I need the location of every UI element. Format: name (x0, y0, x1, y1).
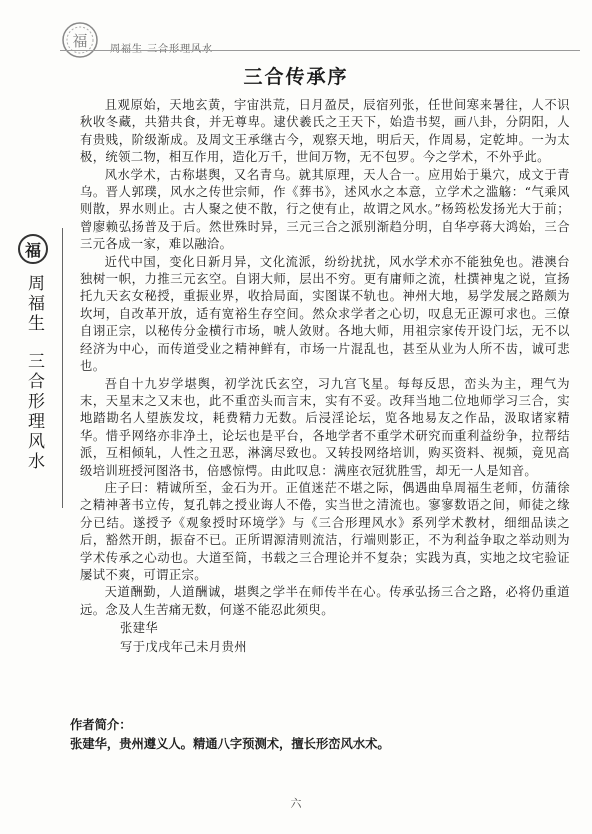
paragraph: 且观原始，天地玄黄，宇宙洪荒，日月盈昃，辰宿列张，任世间寒来暑往，人不识秋收冬藏，共猎共食，并无尊卑。逮伏羲氏之王天下，始造书契，画八卦，分阴阳，人有贵贱，阶级渐成。及周文王承继古今，观察天地，明后天，作周易，定乾坤。一为太极，统领二物，相互作用，造化万千，世间万物，无不包罗。今之学术，不外乎此。 (80, 98, 570, 165)
author-intro-heading: 作者简介： (70, 717, 132, 732)
signature-name: 张建华 (120, 621, 159, 636)
paragraph: 近代中国，变化日新月异，文化流派，纷纷扰扰，风水学术亦不能独免也。港澳台独树一帜，力推三元玄空。自诩大师，层出不穷。更有庸师之流，杜撰神鬼之说，宣扬托九天玄女秘授，重振业界，收拾局面，实图谋不轨也。神州大地，易学发展之路颇为坎坷，自改革开放，适有宽裕生存空间。然众求学者之心切，叹息无正源可求也。三僚自诩正宗，以秘传分金横行市场，唬人敛财。各地大师，用祖宗家传开设门坛，无不以经济为中心，而传道受业之精神鲜有，市场一片混乱也，甚至从业为人所不齿，诚可悲也。 (80, 254, 570, 374)
page-header (60, 20, 580, 60)
page-title: 三合传承序 (243, 66, 349, 88)
sidebar-divider (62, 228, 63, 508)
preface-body (80, 97, 570, 657)
page-number: 六 (290, 797, 302, 810)
sidebar-author: 周福生 (24, 274, 44, 334)
paragraph: 风水学术，古称堪舆，又名青乌。就其原理，天人合一。应用始于巢穴，成文于青乌。晋人郭璞，风水之传世宗师，作《葬书》，述风水之本意，立学术之滥觞：“气乘风则散，界水则止。古人聚之使不散，行之使有止，故谓之风水。”杨筠松发扬光大于前；曾廖赖弘扬普及于后。然世殊时异，三元三合之派别渐趋分明，自华亭蒋大鸿始，三合三元各成一家，难以融洽。 (80, 167, 570, 252)
sidebar-book-title: 三合形理风水 (24, 352, 44, 472)
author-intro (70, 715, 570, 753)
paragraph: 天道酬勤，人道酬诚，堪舆之学半在师传半在心。传承弘扬三合之路，必将仍重道远。念及人生苦痛无数，何遂不能忍此须臾。 (80, 585, 570, 617)
paragraph: 吾自十九岁学堪舆，初学沈氏玄空，习九宫飞星。每每反思，峦头为主，理气为末，天星末之又末也，此不重峦头而言末，实有不妥。改拜当地二位地师学习三合，实地踏勘名人望族发坟，耗费精力无数。后浸淫论坛，览各地易友之作品，汲取诸家精华。惜乎网络亦非净土，论坛也是平台，各地学者不重学术研究而重利益纷争，拉帮结派，互相倾轧，人性之丑恶，淋漓尽致也。又转投网络培训，购买资料、视频，竟见高级培训班授河图洛书，倍感惊愕。由此叹息：满座衣冠犹胜雪，却无一人是知音。 (80, 376, 570, 478)
header-divider (60, 50, 580, 51)
signature-date: 写于戊戌年己未月贵州 (120, 640, 247, 655)
paragraph: 庄子曰：精诚所至，金石为开。正值迷茫不堪之际，偶遇曲阜周福生老师，仿蒲徐之精神著书立传，复孔韩之授业诲人不倦，实当世之清流也。寥寥数语之间，师徒之缘分已结。遂授予《观象授时环境学》与《三合形理风水》系列学术教材，细细品读之后，豁然开朗，振奋不已。正所谓源清则流洁，行端则影正，不为利益争取之举动则为学术传承之心动也。大道至简，书载之三合理论并不复杂；实践为真，实地之坟宅验证屡试不爽，可谓正宗。 (80, 480, 570, 582)
author-intro-text: 张建华，贵州遵义人。精通八字预测术，擅长形峦风水术。 (70, 736, 390, 751)
running-header: 周福生 三合形理风水 (110, 44, 214, 55)
seal-logo-icon (60, 20, 100, 60)
sidebar-seal: 福 (18, 234, 48, 264)
svg-text:福: 福 (72, 32, 88, 50)
